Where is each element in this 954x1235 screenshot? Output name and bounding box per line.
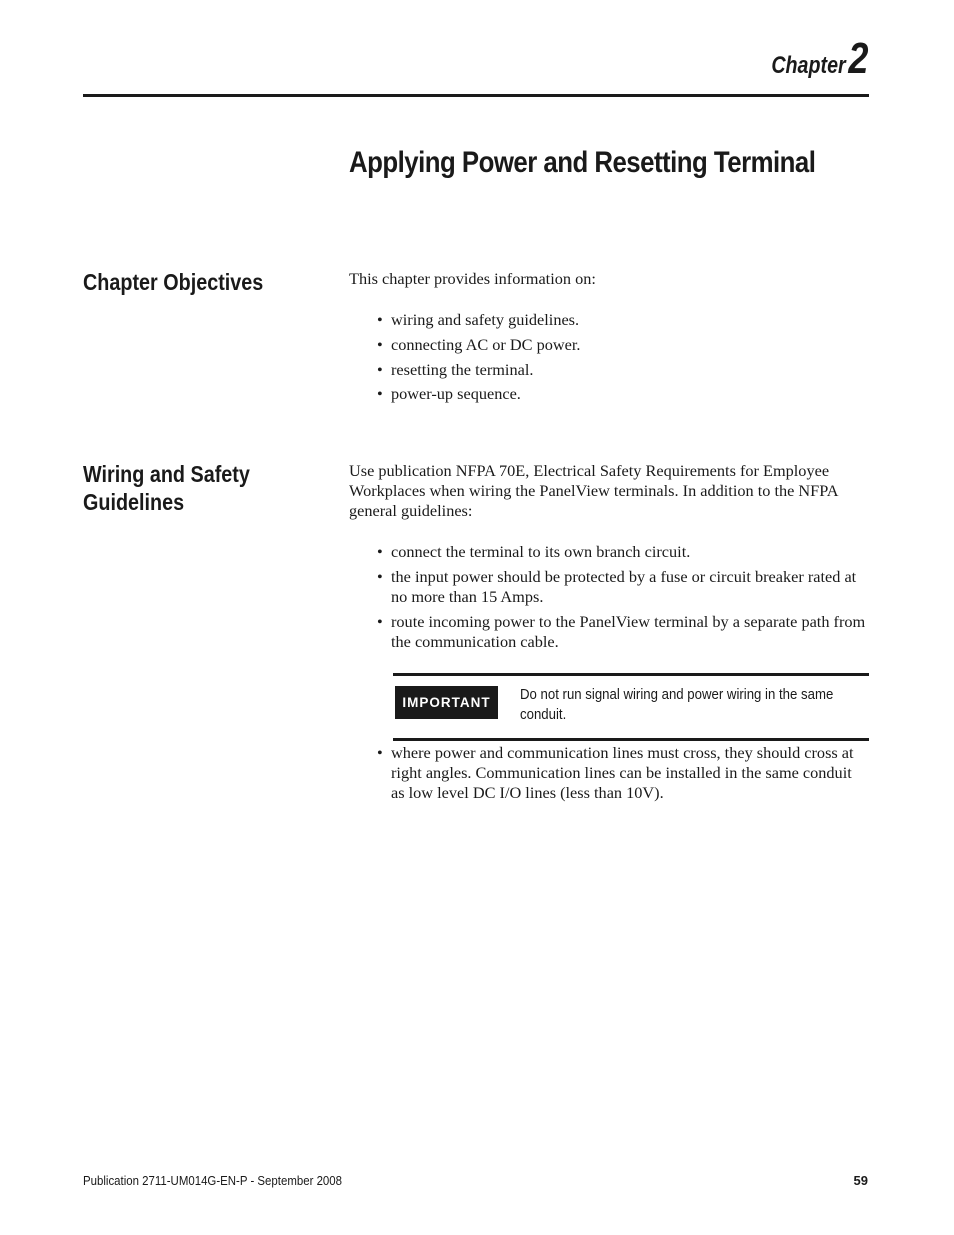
list-item: • resetting the terminal. — [377, 360, 869, 380]
important-tag: IMPORTANT — [395, 686, 498, 719]
footer-publication: Publication 2711-UM014G-EN-P - September 2008 — [83, 1173, 343, 1188]
list-item: • the input power should be protected by a fuse or circuit breaker rated at no more than 15 Amps. — [377, 567, 869, 607]
list-item: • connecting AC or DC power. — [377, 335, 869, 355]
section-heading-objectives: Chapter Objectives — [83, 269, 264, 295]
list-item: • connect the terminal to its own branch circuit. — [377, 542, 869, 562]
page-title: Applying Power and Resetting Terminal — [349, 146, 816, 179]
objectives-intro: This chapter provides information on: — [349, 269, 596, 288]
header-rule — [83, 94, 869, 97]
chapter-word: Chapter — [771, 52, 846, 79]
chapter-number: 2 — [847, 34, 868, 83]
page-number: 59 — [853, 1173, 868, 1188]
chapter-label — [755, 34, 868, 84]
list-item: • where power and communication lines must cross, they should cross at right angles. Communication lines can be installed in the same conduit as low level DC I/O lines (less than 10V). — [377, 743, 869, 803]
wiring-intro: Use publication NFPA 70E, Electrical Safety Requirements for Employee Workplaces when wiring the PanelView terminals. In addition to the NFPA general guidelines: — [349, 461, 838, 520]
wiring-list-continued — [377, 743, 869, 808]
list-item: • wiring and safety guidelines. — [377, 310, 869, 330]
section-heading-wiring: Wiring and Safety Guidelines — [83, 461, 250, 515]
objectives-list — [377, 310, 869, 409]
list-item: • power-up sequence. — [377, 384, 869, 404]
wiring-list — [377, 542, 869, 656]
important-text: Do not run signal wiring and power wiring in the same conduit. — [520, 686, 834, 723]
important-callout — [393, 673, 869, 741]
list-item: • route incoming power to the PanelView terminal by a separate path from the communication cable. — [377, 612, 869, 652]
